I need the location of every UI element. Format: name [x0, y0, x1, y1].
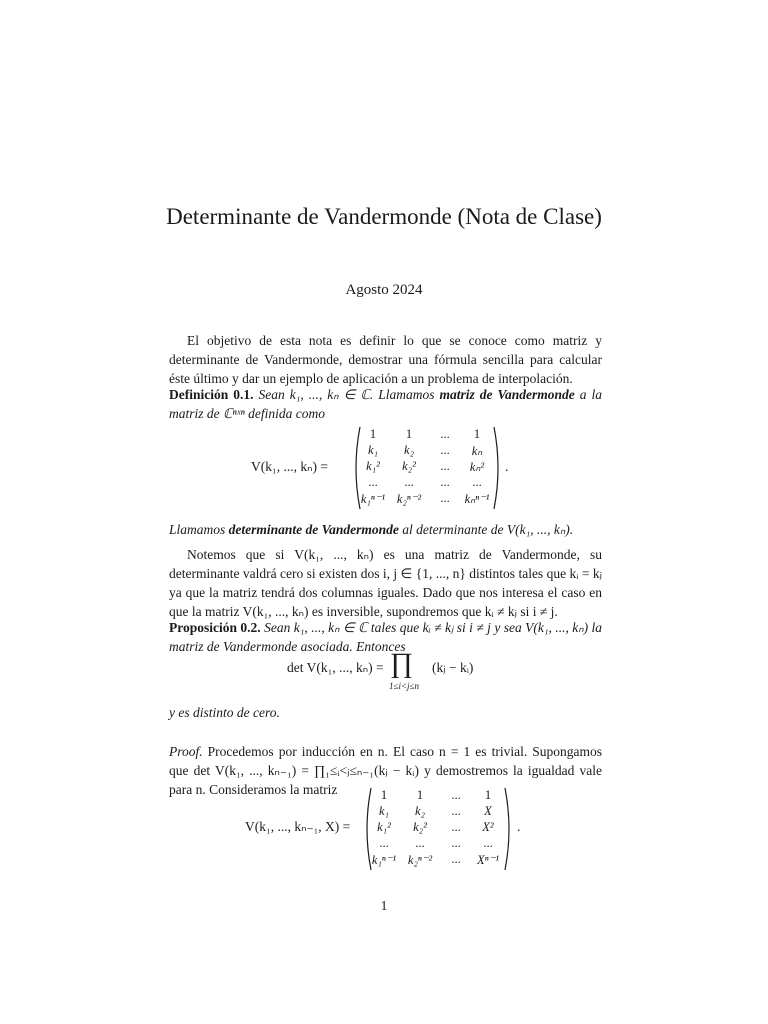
matrix1-cell: 1 — [473, 427, 481, 441]
matrix2-cell: 1 — [380, 788, 388, 802]
formula-rhs: (kⱼ − kᵢ) — [432, 660, 474, 675]
matrix2-cell: ... — [379, 836, 389, 850]
matrix2-cell: k₁² — [377, 820, 391, 834]
matrix1-cell: k₂ⁿ⁻² — [396, 492, 422, 506]
matrix1-cell: kₙ — [471, 444, 483, 458]
matrix1-cell: ... — [440, 427, 450, 441]
page-number: 1 — [380, 898, 388, 913]
proposition-end: y es distinto de cero. — [169, 705, 280, 720]
matrix2-cell: ... — [451, 804, 461, 818]
matrix1-cell: k₁² — [366, 459, 380, 473]
det-def-text-a: Llamamos — [169, 522, 229, 537]
matrix2-cell: Xⁿ⁻¹ — [477, 853, 499, 867]
proof-label: Proof. — [169, 744, 203, 759]
matrix2-cell: X² — [482, 820, 494, 834]
matrix2-cell: k₂ — [415, 804, 425, 818]
proposition-label: Proposición 0.2. — [169, 620, 261, 635]
document-title: Determinante de Vandermonde (Nota de Clase) — [166, 204, 602, 229]
matrix2-cell: k₁ⁿ⁻¹ — [371, 853, 397, 867]
definition-label: Definición 0.1. — [169, 387, 254, 402]
matrix1-cell: ... — [440, 491, 450, 505]
definition-block — [169, 385, 602, 423]
matrix1 — [352, 425, 502, 511]
intro-paragraph: El objetivo de esta nota es definir lo que se conoce como matriz y determinante de Vandermonde, demostrar una fórmula sencilla para calcular éste último y dar un ejemplo de aplicación a un problema de interpolación. — [169, 333, 602, 386]
proposition-block — [169, 618, 602, 656]
matrix1-cell: kₙ² — [469, 460, 485, 474]
matrix1-cell: kₙⁿ⁻¹ — [464, 492, 490, 506]
matrix2-cell: k₂² — [413, 820, 427, 834]
note-paragraph: Notemos que si V(k₁, ..., kₙ) es una matriz de Vandermonde, su determinante valdrá cero si existen dos i, j ∈ {1, ..., n} distintos tales que kᵢ = kⱼ ya que la matriz tendrá dos columnas iguales. Dado que nos interesa el caso en que la matriz V(k₁, ..., kₙ) es inversible, supondremos que kᵢ ≠ kⱼ si i ≠ j. — [169, 547, 602, 619]
matrix2-cell: ... — [415, 836, 425, 850]
definition-bold: matriz de Vandermonde — [439, 387, 575, 402]
matrix2-cell: X — [484, 804, 492, 818]
matrix2-cell: ... — [451, 852, 461, 866]
proposition-text: Sean k₁, ..., kₙ ∈ ℂ tales que kᵢ ≠ kⱼ si i ≠ j y sea V(k₁, ..., kₙ) la matriz de Vandermonde asociada. Entonces — [169, 620, 602, 654]
matrix1-cell: ... — [440, 443, 450, 457]
matrix2-cell: 1 — [484, 788, 492, 802]
matrix2-cell: ... — [451, 820, 461, 834]
matrix1-lhs: V(k₁, ..., kₙ) = — [251, 459, 328, 474]
matrix1-cell: ... — [472, 475, 482, 489]
matrix1-cell: 1 — [405, 427, 413, 441]
det-def-bold: determinante de Vandermonde — [228, 522, 399, 537]
matrix1-cell: ... — [440, 459, 450, 473]
matrix1-cell: k₂² — [402, 459, 416, 473]
matrix1-cell: k₂ — [404, 443, 414, 457]
formula-product: ∏ — [390, 648, 414, 679]
proof-text: Procedemos por inducción en n. El caso n = 1 es trivial. Supongamos que det V(k₁, ..., kₙ₋₁) = ∏₁≤ᵢ<ⱼ≤ₙ₋₁(kⱼ − kᵢ) y demostremos la igualdad vale para n. Consideramos la matriz — [169, 744, 603, 797]
matrix1-cell: ... — [404, 475, 414, 489]
formula-lhs: det V(k₁, ..., kₙ) = — [287, 660, 384, 675]
matrix1-cell: k₁ — [368, 443, 378, 457]
matrix1-cell: 1 — [369, 427, 377, 441]
matrix2-cell: k₂ⁿ⁻² — [407, 853, 433, 867]
matrix2-cell: 1 — [416, 788, 424, 802]
document-date: Agosto 2024 — [345, 282, 423, 298]
formula-subscript: 1≤i<j≤n — [389, 681, 419, 691]
matrix2-cell: ... — [451, 836, 461, 850]
matrix1-cell: ... — [440, 475, 450, 489]
det-def-text-b: al determinante de V(k₁, ..., kₙ). — [398, 522, 574, 537]
matrix1-cell: k₁ⁿ⁻¹ — [360, 492, 386, 506]
matrix2-period: . — [517, 819, 521, 834]
matrix1-cell: ... — [368, 475, 378, 489]
matrix2-lhs: V(k₁, ..., kₙ₋₁, X) = — [245, 819, 351, 834]
det-definition — [169, 520, 602, 539]
matrix1-period: . — [505, 459, 509, 474]
definition-text-b: a la matriz de ℂⁿˣⁿ definida como — [169, 387, 602, 421]
definition-text-a: Sean k₁, ..., kₙ ∈ ℂ. Llamamos — [258, 387, 440, 402]
matrix2-cell: ... — [483, 836, 493, 850]
matrix2-cell: ... — [451, 788, 461, 802]
matrix2-cell: k₁ — [379, 804, 389, 818]
matrix2 — [363, 786, 513, 872]
